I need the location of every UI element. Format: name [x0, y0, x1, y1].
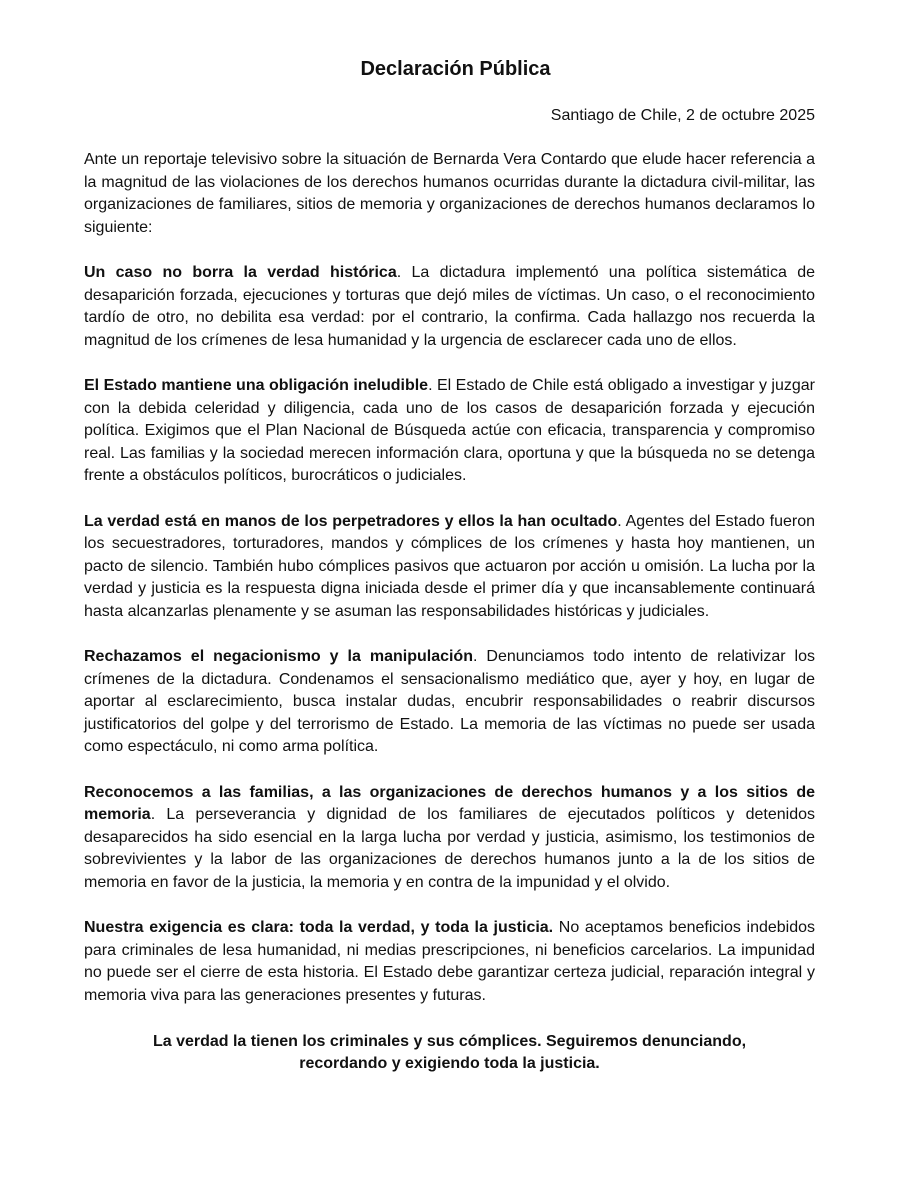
section-1-paragraph	[84, 262, 815, 352]
document-title: Declaración Pública	[360, 58, 551, 80]
section-3-paragraph	[84, 511, 815, 624]
section-5-paragraph	[84, 782, 815, 895]
section-4-body: . Denunciamos todo intento de relativizar los crímenes de la dictadura. Condenamos el sensacionalismo mediático que, ayer y hoy, en lugar de aportar al esclarecimiento, busca instalar dudas, encubrir responsabilidades o reabrir discursos justificatorios del golpe y del terrorismo de Estado. La memoria de las víctimas no puede ser usada como espectáculo, ni como arma política.	[84, 648, 815, 755]
section-3-heading: La verdad está en manos de los perpetradores y ellos la han ocultado	[84, 512, 618, 530]
section-5-heading: Reconocemos a las familias, a las organizaciones de derechos humanos y a los sitios de memoria	[84, 783, 815, 823]
section-2-heading: El Estado mantiene una obligación ineludible	[84, 377, 429, 394]
intro-paragraph: Ante un reportaje televisivo sobre la situación de Bernarda Vera Contardo que elude hacer referencia a la magnitud de las violaciones de los derechos humanos ocurridas durante la dictadura civil-militar, las organizaciones de familiares, sitios de memoria y organizaciones de derechos humanos declaramos lo siguiente:	[84, 151, 815, 236]
section-6-body: No aceptamos beneficios indebidos para criminales de lesa humanidad, ni medias prescripciones, ni beneficios carcelarios. La impunidad no puede ser el cierre de esta historia. El Estado debe garantizar certeza judicial, reparación integral y memoria viva para las generaciones presentes y futuras.	[84, 919, 816, 1004]
closing-line-2: recordando y exigiendo toda la justicia.	[299, 1055, 600, 1072]
date-line: Santiago de Chile, 2 de octubre 2025	[550, 107, 815, 124]
section-3-body: . Agentes del Estado fueron los secuestradores, torturadores, mandos y cómplices de los crímenes y hasta hoy mantienen, un pacto de silencio. También hubo cómplices pasivos que actuaron por acción u omisión. La lucha por la verdad y justicia es la respuesta digna iniciada desde el primer día y que incansablemente continuará hasta alcanzarlas plenamente y se asuman las responsabilidades históricas y judiciales.	[84, 512, 815, 620]
section-4-heading: Rechazamos el negacionismo y la manipulación	[84, 648, 473, 665]
section-1-heading: Un caso no borra la verdad histórica	[84, 264, 397, 281]
closing-line-1: La verdad la tienen los criminales y sus cómplices. Seguiremos denunciando,	[152, 1033, 747, 1050]
section-4-paragraph	[84, 646, 815, 759]
section-2-body: . El Estado de Chile está obligado a investigar y juzgar con la debida celeridad y diligencia, cada uno de los casos de desaparición forzada y ejecución política. Exigimos que el Plan Nacional de Búsqueda actúe con eficacia, transparencia y compromiso real. Las familias y la sociedad merecen información clara, oportuna y que la búsqueda no se detenga frente a obstáculos políticos, burocráticos o judiciales.	[84, 377, 816, 484]
section-5-body: . La perseverancia y dignidad de los familiares de ejecutados políticos y detenidos desaparecidos ha sido esencial en la larga lucha por verdad y justicia, asimismo, los testimonios de sobrevivientes y la labor de las organizaciones de derechos humanos junto a la de los sitios de memoria en favor de la justicia, la memoria y en contra de la impunidad y el olvido.	[84, 806, 815, 891]
section-6-heading: Nuestra exigencia es clara: toda la verdad, y toda la justicia.	[84, 919, 554, 936]
section-1-body: . La dictadura implementó una política sistemática de desaparición forzada, ejecuciones y torturas que dejó miles de víctimas. Un caso, o el reconocimiento tardío de otro, no debilita esa verdad: por el contrario, la confirma. Cada hallazgo nos recuerda la magnitud de los crímenes de lesa humanidad y la urgencia de esclarecer cada uno de ellos.	[84, 264, 815, 349]
closing-statement	[84, 1031, 815, 1075]
section-6-paragraph	[84, 917, 815, 1007]
section-2-paragraph	[84, 375, 815, 488]
